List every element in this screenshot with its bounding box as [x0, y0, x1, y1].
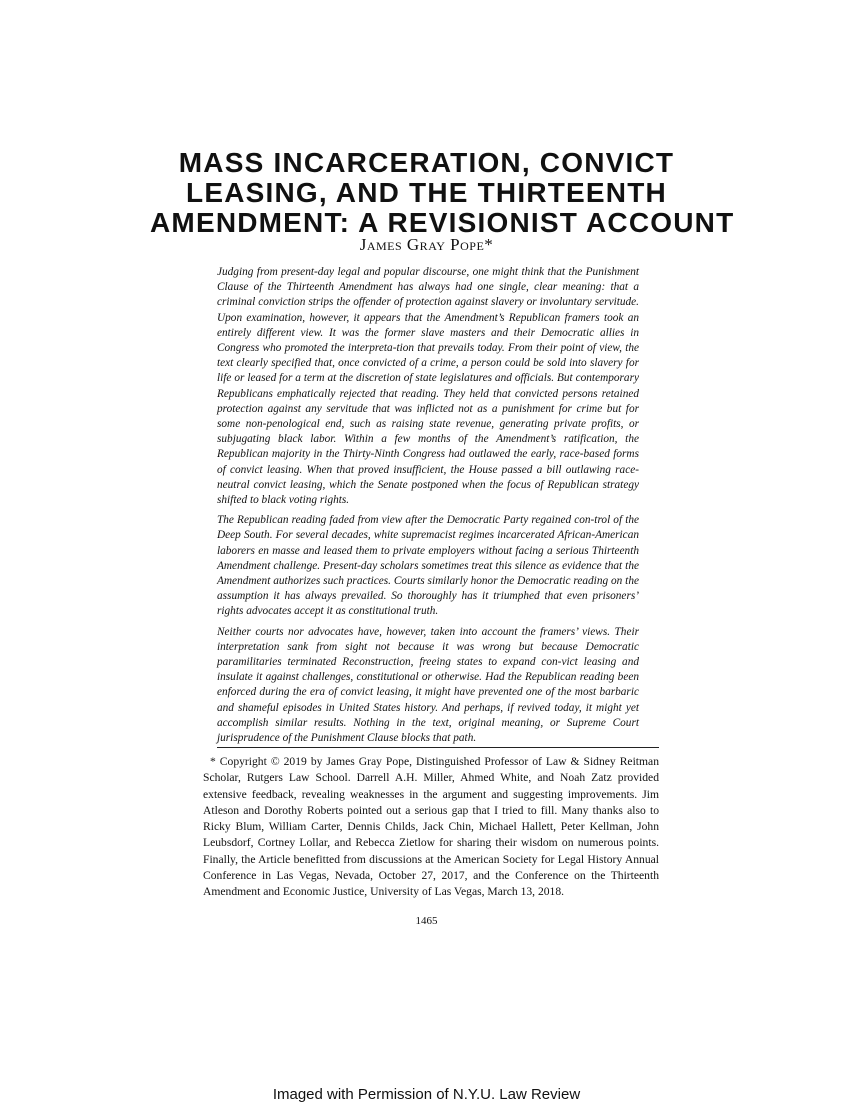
author-name: James Gray Pope* — [359, 235, 494, 254]
permission-notice: Imaged with Permission of N.Y.U. Law Review — [272, 1086, 581, 1103]
article-title — [150, 147, 735, 238]
author-footnote: * Copyright © 2019 by James Gray Pope, Distinguished Professor of Law & Sidney Reitman Scholar, Rutgers Law School. Darrell A.H. Miller, Ahmed White, and Noah Zatz provided extensive feedback, revealing weaknesses in the argument and suggesting improvements. Jim Atleson and Dorothy Roberts pointed out a serious gap that I tried to fill. Many thanks also to Ricky Blum, William Carter, Dennis Childs, Jack Chin, Michael Hallett, Peter Kellman, John Leubsdorf, Cortney Lollar, and Rebecca Zietlow for sharing their wisdom on numerous points. Finally, the Article benefitted from discussions at the American Society for Legal History Annual Conference in Las Vegas, Nevada, October 27, 2017, and the Conference on the Thirteenth Amendment and Economic Justice, University of Las Vegas, March 13, 2018. — [203, 755, 659, 899]
title-line: LEASING, AND THE THIRTEENTH — [186, 177, 667, 208]
abstract — [217, 265, 639, 751]
footnote-divider — [217, 747, 659, 748]
abstract-paragraph: Judging from present-day legal and popular discourse, one might think that the Punishment Clause of the Thirteenth Amendment has always had one single, clear meaning: that a criminal conviction strips the offender of protection against slavery or involuntary servitude. Upon examination, however, it appears that the Amendment’s Republican framers took an entirely different view. It was the former slave masters and their Democratic allies in Congress who promoted the interpreta-tion that prevails today. From their point of view, the text clearly specified that, once convicted of a crime, a person could be sold into slavery for life or leased for a term at the discretion of state legislatures and officials. But contemporary Republicans emphatically rejected that reading. They held that convicted persons retained protection against any servitude that was inflicted not as a punishment for crime but for some non-penological end, such as raising state revenue, generating private profits, or subjugating black labor. Within a few months of the Amendment’s ratification, the Republican majority in the Thirty-Ninth Congress had outlawed the early, race-based forms of convict leasing. When that proved insufficient, the House passed a bill outlawing race-neutral convict leasing, which the Senate postponed when the focus of Republican strategy shifted to black voting rights. — [217, 266, 639, 507]
title-line: AMENDMENT: A REVISIONIST ACCOUNT — [150, 207, 735, 238]
page-number: 1465 — [415, 915, 438, 927]
title-line: MASS INCARCERATION, CONVICT — [178, 147, 675, 178]
abstract-paragraph: The Republican reading faded from view after the Democratic Party regained con-trol of the Deep South. For several decades, white supremacist regimes incarcerated African-American laborers en masse and leased them to private employers without facing a serious Thirteenth Amendment challenge. Present-day scholars sometimes treat this silence as evidence that the Amendment authorizes such practices. Courts similarly honor the Democratic reading on the assumption it has always prevailed. So thoroughly has it triumphed that even prisoners’ rights advocates accept it as constitutional truth. — [217, 514, 639, 618]
abstract-paragraph: Neither courts nor advocates have, however, taken into account the framers’ views. Their interpretation sank from sight not because it was wrong but because Democratic paramilitaries terminated Reconstruction, freeing states to expand con-vict leasing and insulate it against challenges, constitutional or otherwise. Had the Republican reading been enforced during the era of convict leasing, it might have prevented one of the most barbaric and shameful episodes in United States history. And perhaps, if revived today, it might yet accomplish similar results. Nothing in the text, original meaning, or Supreme Court jurisprudence of the Punishment Clause blocks that path. — [217, 625, 639, 745]
